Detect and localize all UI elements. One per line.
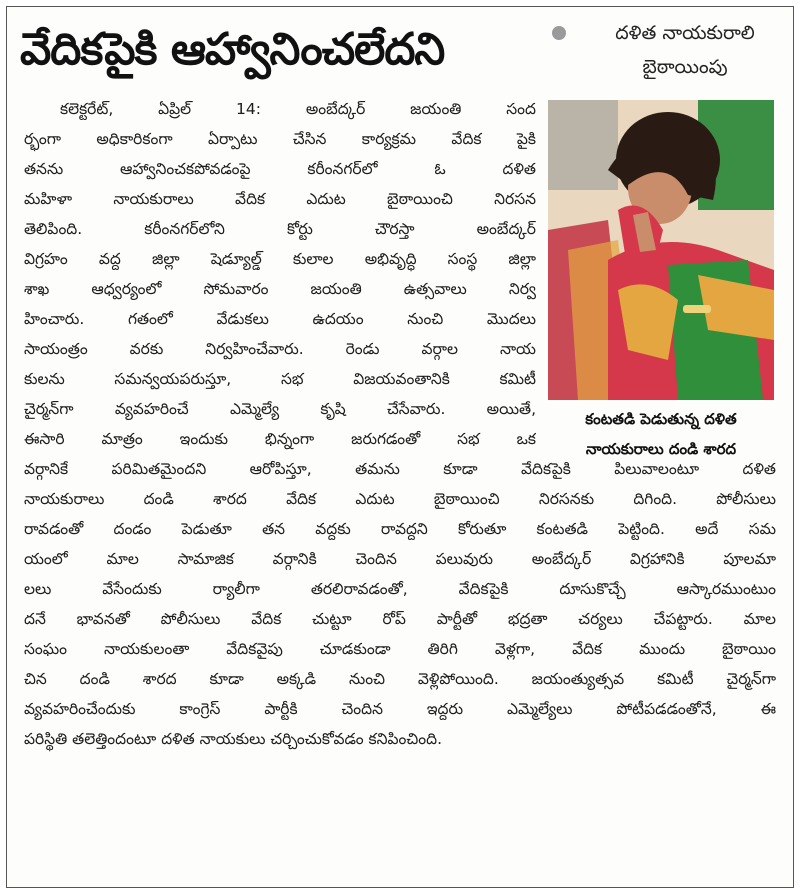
article-line: కలెక్టరేట్, ఏప్రిల్ 14: అంబేద్కర్ జయంతి సంద [60,100,536,118]
article-line: ర్భంగా అధికారికంగా ఏర్పాటు చేసిన కార్యక్రమ వేదిక పైకి [24,130,536,148]
article-line: విగ్రహం వద్ద జిల్లా షెడ్యూల్డ్ కులాల అభివృద్ధి సంస్థ జిల్లా [24,250,536,268]
article-line: తనను ఆహ్వానించకపోవడంపై కరీంనగర్‌లో ఓ దళిత [24,160,536,178]
subheadline-line: దళిత నాయకురాలి [615,22,755,44]
article-line: కులను సమన్వయపరుస్తూ, సభ విజయవంతానికి కమిటీ [24,370,536,388]
article-line: చిన దండి శారద కూడా అక్కడి నుంచి వెళ్లిపోయింది. జయంత్యుత్సవ కమిటీ చైర్మన్‌గా [24,670,776,688]
article-line: మహిళా నాయకురాలు వేదిక ఎదుట బైఠాయించి నిరసన [24,190,536,208]
article-line: నాయకురాలు దండి శారద వేదిక ఎదుట బైఠాయించి నిరసనకు దిగింది. పోలీసులు [24,490,776,508]
article-line: వర్గానికే పరిమితమైందని ఆరోపిస్తూ, తమను కూడా వేదికపైకి పిలువాలంటూ దళిత [24,460,776,478]
photo-caption-line: నాయకురాలు దండి శారద [585,440,737,458]
article-body [24,94,784,754]
article-line: చైర్మన్‌గా వ్యవహరించే ఎమ్మెల్యే కృషి చేసేవారు. అయితే, [24,400,536,418]
article-line: హించారు. గతంలో వేడుకలు ఉదయం నుంచి మొదలు [24,310,536,328]
article-line: దనే భావనతో పోలీసులు వేదిక చుట్టూ రోప్ పార్టీతో భద్రతా చర్యలు చేపట్టారు. మాల [24,610,776,628]
photo-caption-line: కంటతడి పెడుతున్న దళిత [585,410,737,428]
article-line: యంలో మాల సామాజిక వర్గానికి చెందిన పలువురు అంబేద్కర్ విగ్రహానికి పూలమా [24,550,776,568]
article-line: సంఘం నాయకులంతా వేదికవైపు చూడకుండా తిరిగి వెళ్లగా, వేదిక ముందు బైఠాయిం [24,640,776,658]
article-line: ఈసారి మాత్రం ఇందుకు భిన్నంగా జరుగడంతో సభ ఒక [24,430,536,448]
bullet-icon [552,26,566,40]
article-line: పరిస్థితి తలెత్తిందంటూ దళిత నాయకులు చర్చించుకోవడం కనిపించింది. [24,730,442,748]
article-line: సాయంత్రం వరకు నిర్వహించేవారు. రెండు వర్గాల నాయ [24,340,536,358]
article-line: రావడంతో దండం పెడుతూ తన వద్దకు రావద్దని కోరుతూ కంటతడి పెట్టింది. అదే సమ [24,520,776,538]
article-line: లలు వేసేందుకు ర్యాలీగా తరలిరావడంతో, వేదికపైకి దూసుకొచ్చే ఆస్కారముంటుం [24,580,776,598]
article-line: శాఖ ఆధ్వర్యంలో సోమవారం జయంతి ఉత్సవాలు నిర్వ [24,280,536,298]
subheadline-line: బైఠాయింపు [642,56,728,78]
article-line: వ్యవహరించేందుకు కాంగ్రెస్ పార్టీకి చెందిన ఇద్దరు ఎమ్మెల్యేలు పోటీపడడంతోనే, ఈ [24,700,776,718]
headline: వేదికపైకి ఆహ్వానించలేదని [20,24,445,75]
subheadline [585,16,785,84]
article-line: తెలిపింది. కరీంనగర్‌లోని కోర్టు చౌరస్తా అంబేద్కర్ [24,220,536,238]
